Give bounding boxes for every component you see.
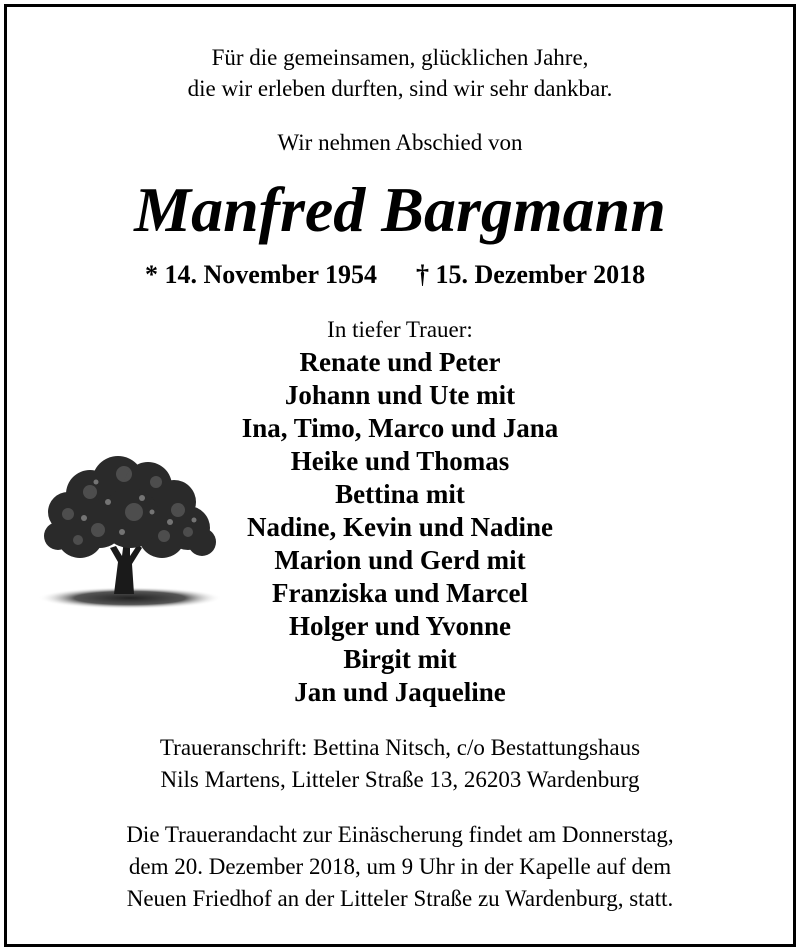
mourner-line: Johann und Ute mit — [284, 380, 516, 410]
mourner-line: Bettina mit — [335, 479, 465, 509]
mourning-heading: In tiefer Trauer: — [327, 317, 473, 342]
address-line-2: Nils Martens, Litteler Straße 13, 26203 Wardenburg — [160, 767, 640, 792]
mourner-line: Ina, Timo, Marco und Jana — [241, 413, 559, 443]
mourner-line: Marion und Gerd mit — [274, 545, 526, 575]
service-line-3: Neuen Friedhof an der Litteler Straße zu Wardenburg, statt. — [126, 886, 674, 911]
mourner-line: Jan und Jaqueline — [294, 677, 506, 707]
service-line-2: dem 20. Dezember 2018, um 9 Uhr in der Kapelle auf dem — [128, 854, 672, 879]
mourner-line: Holger und Yvonne — [288, 611, 512, 641]
mourner-line: Heike und Thomas — [290, 446, 510, 476]
deceased-name: Manfred Bargmann — [134, 174, 666, 245]
death-date: † 15. Dezember 2018 — [416, 260, 646, 289]
service-line-1: Die Trauerandacht zur Einäscherung findet am Donnerstag, — [126, 822, 674, 847]
mourner-line: Birgit mit — [343, 644, 457, 674]
intro-line-2: die wir erleben durften, sind wir sehr dankbar. — [187, 76, 613, 101]
birth-date: * 14. November 1954 — [145, 260, 378, 289]
mourner-line: Nadine, Kevin und Nadine — [246, 512, 554, 542]
mourner-line: Franziska und Marcel — [272, 578, 528, 608]
mourner-line: Renate und Peter — [299, 347, 501, 377]
farewell-text: Wir nehmen Abschied von — [277, 130, 523, 155]
tree-illustration — [38, 452, 222, 612]
intro-line-1: Für die gemeinsamen, glücklichen Jahre, — [211, 45, 589, 70]
address-line-1: Traueranschrift: Bettina Nitsch, c/o Bestattungshaus — [159, 735, 641, 760]
